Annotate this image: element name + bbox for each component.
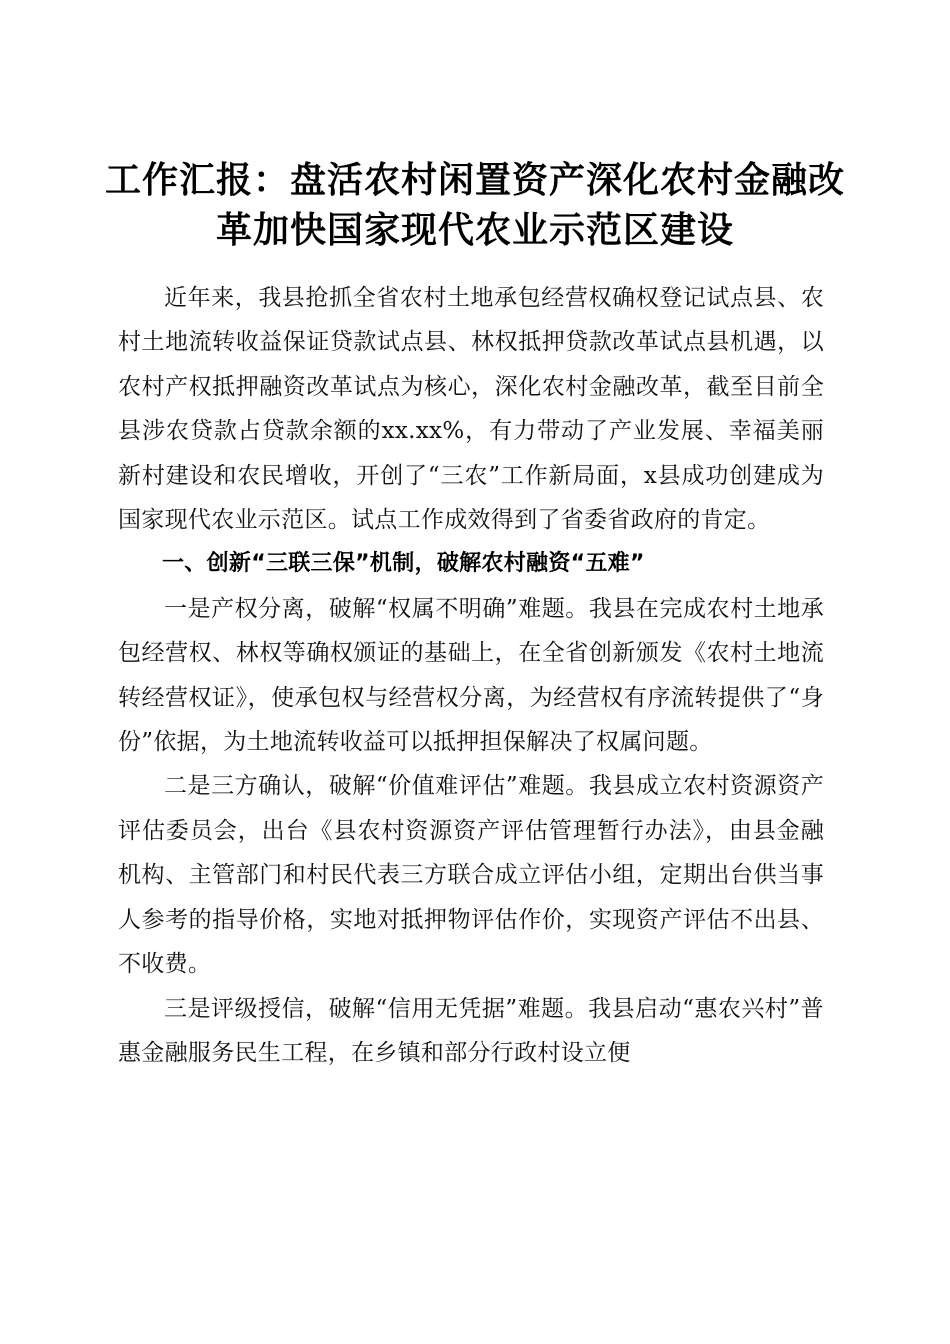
- paragraph-credit-rating: 三是评级授信，破解“信用无凭据”难题。我县启动“惠农兴村”普惠金融服务民生工程，在乡镇和部分行政村设立便: [118, 995, 824, 1066]
- section-heading-1: 一、创新“三联三保”机制，破解农村融资“五难”: [162, 551, 645, 577]
- paragraph-three-party-confirmation: 二是三方确认，破解“价值难评估”难题。我县成立农村资源资产评估委员会，出台《县农村资源资产评估管理暂行办法》，由县金融机构、主管部门和村民代表三方联合成立评估小组，定期出台供当事人参考的指导价格，实地对抵押物评估作价，实现资产评估不出县、不收费。: [118, 773, 824, 978]
- paragraph-property-separation: 一是产权分离，破解“权属不明确”难题。我县在完成农村土地承包经营权、林权等确权颁证的基础上，在全省创新颁发《农村土地流转经营权证》，使承包权与经营权分离，为经营权有序流转提供了“身份”依据，为土地流转收益可以抵押担保解决了权属问题。: [118, 595, 824, 756]
- document-body: [118, 276, 824, 1075]
- intro-paragraph: 近年来，我县抢抓全省农村土地承包经营权确权登记试点县、农村土地流转收益保证贷款试点县、林权抵押贷款改革试点县机遇，以农村产权抵押融资改革试点为核心，深化农村金融改革，截至目前全县涉农贷款占贷款余额的xx.xx%，有力带动了产业发展、幸福美丽新村建设和农民增收，开创了“三农”工作新局面，x县成功创建成为国家现代农业示范区。试点工作成效得到了省委省政府的肯定。: [118, 285, 824, 534]
- title-line-2: 革加快国家现代农业示范区建设: [215, 210, 734, 252]
- document-title: [100, 156, 850, 256]
- title-line-1: 工作汇报：盘活农村闲置资产深化农村金融改: [104, 160, 845, 202]
